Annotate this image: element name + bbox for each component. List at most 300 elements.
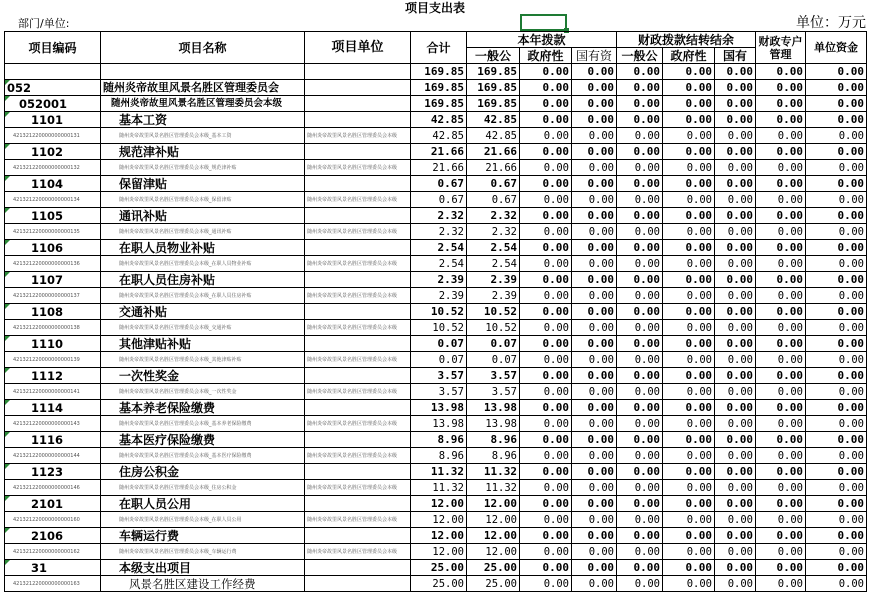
cell-amount[interactable]: 0.00: [715, 128, 756, 144]
cell-amount[interactable]: 0.00: [806, 480, 867, 496]
header-total[interactable]: 合计: [411, 32, 467, 64]
cell-unit[interactable]: 随州炎帝故里风景名胜区管理委员会本级: [305, 512, 411, 528]
cell-unit[interactable]: 随州炎帝故里风景名胜区管理委员会本级: [305, 384, 411, 400]
cell-amount[interactable]: 0.00: [617, 176, 663, 192]
cell-amount[interactable]: 0.00: [520, 384, 572, 400]
cell-code[interactable]: [5, 432, 101, 448]
cell-amount[interactable]: 0.00: [663, 416, 715, 432]
cell-amount[interactable]: 0.00: [715, 416, 756, 432]
header-carryover[interactable]: 财政拨款结转结余: [617, 32, 756, 48]
cell-amount[interactable]: 0.00: [715, 352, 756, 368]
header-general-budget[interactable]: 一般公: [467, 48, 520, 64]
cell-amount[interactable]: 0.00: [806, 224, 867, 240]
cell-name[interactable]: 随州炎帝故里风景名胜区管理委员会本级_在职人员公用: [101, 512, 305, 528]
cell-name[interactable]: 交通补贴: [101, 304, 305, 320]
cell-amount[interactable]: 0.00: [715, 464, 756, 480]
cell-amount[interactable]: 12.00: [467, 496, 520, 512]
header-unit-funds[interactable]: 单位资金: [806, 32, 867, 64]
cell-amount[interactable]: 12.00: [411, 544, 467, 560]
cell-amount[interactable]: 42.85: [411, 112, 467, 128]
cell-amount[interactable]: 0.00: [806, 432, 867, 448]
cell-amount[interactable]: 3.57: [467, 384, 520, 400]
cell-code[interactable]: 421321220000000000143: [5, 416, 101, 432]
cell-name[interactable]: 本级支出项目: [101, 560, 305, 576]
cell-amount[interactable]: 0.00: [756, 432, 806, 448]
cell-amount[interactable]: 0.00: [520, 400, 572, 416]
cell-code[interactable]: [5, 144, 101, 160]
cell-amount[interactable]: 0.00: [806, 144, 867, 160]
cell-amount[interactable]: 0.00: [520, 256, 572, 272]
cell-amount[interactable]: 0.00: [572, 368, 617, 384]
cell-amount[interactable]: 0.00: [520, 128, 572, 144]
cell-amount[interactable]: 0.00: [806, 112, 867, 128]
cell-amount[interactable]: 0.00: [663, 560, 715, 576]
cell-amount[interactable]: 0.00: [806, 496, 867, 512]
cell-code[interactable]: [5, 80, 101, 96]
cell-amount[interactable]: 0.00: [806, 240, 867, 256]
cell-amount[interactable]: 0.00: [572, 528, 617, 544]
cell-name[interactable]: 其他津贴补贴: [101, 336, 305, 352]
cell-amount[interactable]: 0.00: [572, 576, 617, 592]
cell-amount[interactable]: 0.00: [756, 480, 806, 496]
cell-amount[interactable]: 0.00: [572, 544, 617, 560]
cell-amount[interactable]: 0.00: [663, 144, 715, 160]
cell-amount[interactable]: 0.00: [663, 112, 715, 128]
cell-amount[interactable]: 0.00: [520, 176, 572, 192]
cell-amount[interactable]: 0.00: [520, 512, 572, 528]
cell-amount[interactable]: 0.00: [663, 128, 715, 144]
cell-amount[interactable]: 0.00: [617, 496, 663, 512]
cell-amount[interactable]: 0.00: [520, 560, 572, 576]
cell-amount[interactable]: 0.00: [756, 512, 806, 528]
cell-amount[interactable]: 10.52: [411, 320, 467, 336]
cell-amount[interactable]: 0.00: [520, 240, 572, 256]
cell-amount[interactable]: 0.00: [806, 128, 867, 144]
cell-amount[interactable]: 0.00: [617, 448, 663, 464]
cell-amount[interactable]: 0.00: [520, 64, 572, 80]
cell-amount[interactable]: 0.07: [411, 352, 467, 368]
cell-amount[interactable]: 0.00: [806, 288, 867, 304]
cell-amount[interactable]: 2.54: [467, 256, 520, 272]
cell-amount[interactable]: 0.00: [715, 384, 756, 400]
cell-amount[interactable]: 0.00: [806, 304, 867, 320]
cell-amount[interactable]: 3.57: [467, 368, 520, 384]
cell-amount[interactable]: 0.00: [715, 240, 756, 256]
cell-amount[interactable]: 0.00: [663, 400, 715, 416]
cell-name[interactable]: 通讯补贴: [101, 208, 305, 224]
header-name[interactable]: 项目名称: [101, 32, 305, 64]
cell-amount[interactable]: 0.00: [663, 576, 715, 592]
cell-amount[interactable]: 2.39: [467, 288, 520, 304]
cell-amount[interactable]: 0.00: [756, 496, 806, 512]
cell-amount[interactable]: 0.00: [756, 240, 806, 256]
cell-amount[interactable]: 2.54: [411, 240, 467, 256]
cell-amount[interactable]: 0.00: [806, 352, 867, 368]
cell-amount[interactable]: 0.00: [756, 448, 806, 464]
cell-amount[interactable]: 0.00: [520, 192, 572, 208]
cell-name[interactable]: 保留津贴: [101, 176, 305, 192]
cell-unit[interactable]: [305, 304, 411, 320]
cell-amount[interactable]: 0.00: [520, 208, 572, 224]
cell-amount[interactable]: 169.85: [411, 64, 467, 80]
cell-amount[interactable]: 0.00: [572, 160, 617, 176]
cell-name[interactable]: 风景名胜区建设工作经费: [101, 576, 305, 592]
cell-name[interactable]: 随州炎帝故里风景名胜区管理委员会本级_交通补贴: [101, 320, 305, 336]
header-code[interactable]: 项目编码: [5, 32, 101, 64]
cell-code[interactable]: 421321220000000000162: [5, 544, 101, 560]
cell-amount[interactable]: 0.00: [715, 160, 756, 176]
cell-amount[interactable]: 0.00: [756, 112, 806, 128]
cell-amount[interactable]: 0.00: [756, 64, 806, 80]
cell-amount[interactable]: 8.96: [467, 432, 520, 448]
cell-amount[interactable]: 0.00: [617, 96, 663, 112]
cell-amount[interactable]: 0.00: [617, 256, 663, 272]
cell-amount[interactable]: 0.00: [572, 512, 617, 528]
cell-unit[interactable]: [305, 112, 411, 128]
cell-amount[interactable]: 0.07: [467, 352, 520, 368]
cell-amount[interactable]: 0.00: [520, 368, 572, 384]
cell-amount[interactable]: 0.00: [572, 112, 617, 128]
cell-amount[interactable]: 0.00: [715, 496, 756, 512]
cell-amount[interactable]: 0.00: [756, 336, 806, 352]
cell-amount[interactable]: 11.32: [411, 480, 467, 496]
cell-name[interactable]: 基本医疗保险缴费: [101, 432, 305, 448]
cell-amount[interactable]: 0.00: [663, 384, 715, 400]
cell-amount[interactable]: 0.00: [663, 224, 715, 240]
cell-amount[interactable]: 0.00: [617, 192, 663, 208]
cell-amount[interactable]: 0.00: [572, 192, 617, 208]
cell-amount[interactable]: 0.00: [617, 80, 663, 96]
cell-amount[interactable]: 0.00: [756, 80, 806, 96]
cell-amount[interactable]: 21.66: [467, 160, 520, 176]
cell-name[interactable]: 随州炎帝故里风景名胜区管理委员会本级_车辆运行费: [101, 544, 305, 560]
cell-amount[interactable]: 2.32: [411, 208, 467, 224]
cell-amount[interactable]: 0.00: [663, 496, 715, 512]
cell-amount[interactable]: 0.00: [572, 128, 617, 144]
cell-amount[interactable]: 0.00: [617, 464, 663, 480]
cell-amount[interactable]: 0.00: [663, 160, 715, 176]
cell-amount[interactable]: 0.00: [520, 416, 572, 432]
cell-code[interactable]: 421321220000000000136: [5, 256, 101, 272]
cell-code[interactable]: [5, 560, 101, 576]
cell-amount[interactable]: 12.00: [467, 512, 520, 528]
cell-amount[interactable]: 0.00: [806, 576, 867, 592]
cell-amount[interactable]: 0.00: [756, 464, 806, 480]
cell-name[interactable]: 在职人员住房补贴: [101, 272, 305, 288]
cell-amount[interactable]: 0.00: [572, 400, 617, 416]
cell-amount[interactable]: 0.07: [411, 336, 467, 352]
cell-code[interactable]: [5, 240, 101, 256]
cell-amount[interactable]: 0.00: [617, 64, 663, 80]
cell-amount[interactable]: 0.00: [572, 416, 617, 432]
cell-amount[interactable]: 13.98: [411, 400, 467, 416]
cell-amount[interactable]: 21.66: [411, 160, 467, 176]
cell-name[interactable]: 住房公积金: [101, 464, 305, 480]
cell-amount[interactable]: 11.32: [467, 464, 520, 480]
cell-amount[interactable]: 8.96: [411, 448, 467, 464]
cell-amount[interactable]: 0.00: [715, 544, 756, 560]
cell-amount[interactable]: 0.00: [806, 512, 867, 528]
cell-name[interactable]: 随州炎帝故里风景名胜区管理委员会本级_保留津贴: [101, 192, 305, 208]
cell-amount[interactable]: 0.00: [806, 64, 867, 80]
cell-amount[interactable]: 25.00: [467, 560, 520, 576]
cell-amount[interactable]: 13.98: [467, 416, 520, 432]
cell-amount[interactable]: 0.00: [715, 272, 756, 288]
cell-code[interactable]: 421321220000000000160: [5, 512, 101, 528]
cell-amount[interactable]: 0.00: [572, 224, 617, 240]
cell-unit[interactable]: [305, 144, 411, 160]
cell-unit[interactable]: [305, 208, 411, 224]
cell-code[interactable]: [5, 64, 101, 80]
cell-unit[interactable]: [305, 496, 411, 512]
cell-amount[interactable]: 0.00: [520, 576, 572, 592]
cell-amount[interactable]: 0.00: [756, 544, 806, 560]
cell-unit[interactable]: 随州炎帝故里风景名胜区管理委员会本级: [305, 480, 411, 496]
cell-amount[interactable]: 0.00: [617, 544, 663, 560]
cell-unit[interactable]: [305, 528, 411, 544]
cell-amount[interactable]: 0.00: [806, 192, 867, 208]
cell-amount[interactable]: 0.00: [806, 416, 867, 432]
cell-amount[interactable]: 0.00: [756, 256, 806, 272]
cell-name[interactable]: 随州炎帝故里风景名胜区管理委员会本级_在职人员物业补贴: [101, 256, 305, 272]
cell-unit[interactable]: [305, 240, 411, 256]
cell-amount[interactable]: 0.00: [520, 320, 572, 336]
cell-name[interactable]: 随州炎帝故里风景名胜区管理委员会本级_基本工资: [101, 128, 305, 144]
cell-amount[interactable]: 0.00: [756, 304, 806, 320]
cell-amount[interactable]: 0.00: [617, 432, 663, 448]
cell-amount[interactable]: 2.32: [467, 224, 520, 240]
cell-amount[interactable]: 0.00: [756, 208, 806, 224]
cell-amount[interactable]: 12.00: [467, 528, 520, 544]
cell-amount[interactable]: 0.67: [467, 192, 520, 208]
cell-amount[interactable]: 2.39: [411, 288, 467, 304]
cell-unit[interactable]: [305, 80, 411, 96]
cell-amount[interactable]: 12.00: [411, 528, 467, 544]
cell-amount[interactable]: 0.00: [715, 336, 756, 352]
cell-name[interactable]: 随州炎帝故里风景名胜区管理委员会本级_在职人员住房补贴: [101, 288, 305, 304]
cell-code[interactable]: 421321220000000000163: [5, 576, 101, 592]
cell-amount[interactable]: 0.00: [663, 512, 715, 528]
header-carry-general[interactable]: 一般公: [617, 48, 663, 64]
cell-unit[interactable]: [305, 576, 411, 592]
cell-amount[interactable]: 0.00: [715, 224, 756, 240]
cell-amount[interactable]: 0.00: [756, 320, 806, 336]
cell-amount[interactable]: 0.00: [572, 96, 617, 112]
cell-amount[interactable]: 0.00: [663, 240, 715, 256]
cell-amount[interactable]: 0.00: [806, 448, 867, 464]
cell-amount[interactable]: 0.00: [572, 256, 617, 272]
cell-amount[interactable]: 0.00: [806, 272, 867, 288]
cell-amount[interactable]: 0.00: [520, 160, 572, 176]
cell-amount[interactable]: 0.00: [715, 96, 756, 112]
selected-cell[interactable]: [520, 14, 567, 31]
cell-unit[interactable]: 随州炎帝故里风景名胜区管理委员会本级: [305, 288, 411, 304]
cell-amount[interactable]: 0.00: [572, 288, 617, 304]
cell-amount[interactable]: 0.00: [756, 288, 806, 304]
cell-amount[interactable]: 169.85: [411, 96, 467, 112]
cell-amount[interactable]: 0.00: [663, 464, 715, 480]
cell-amount[interactable]: 0.67: [411, 176, 467, 192]
cell-amount[interactable]: 0.07: [467, 336, 520, 352]
cell-amount[interactable]: 21.66: [467, 144, 520, 160]
cell-amount[interactable]: 0.00: [663, 80, 715, 96]
cell-name[interactable]: 基本工资: [101, 112, 305, 128]
cell-amount[interactable]: 0.00: [572, 560, 617, 576]
cell-name[interactable]: 随州炎帝故里风景名胜区管理委员会本级_基本养老保险缴费: [101, 416, 305, 432]
cell-amount[interactable]: 0.00: [617, 272, 663, 288]
cell-amount[interactable]: 169.85: [467, 96, 520, 112]
cell-code[interactable]: 421321220000000000139: [5, 352, 101, 368]
cell-amount[interactable]: 12.00: [411, 512, 467, 528]
cell-amount[interactable]: 0.00: [572, 448, 617, 464]
cell-unit[interactable]: [305, 368, 411, 384]
cell-unit[interactable]: 随州炎帝故里风景名胜区管理委员会本级: [305, 448, 411, 464]
header-fiscal-special[interactable]: 财政专户管理: [756, 32, 806, 64]
cell-amount[interactable]: 0.00: [520, 448, 572, 464]
cell-name[interactable]: 随州炎帝故里风景名胜区管理委员会本级_通讯补贴: [101, 224, 305, 240]
cell-name[interactable]: 随州炎帝故里风景名胜区管理委员会本级_基本医疗保险缴费: [101, 448, 305, 464]
cell-name[interactable]: 随州炎帝故里风景名胜区管理委员会: [101, 80, 305, 96]
cell-code[interactable]: [5, 528, 101, 544]
cell-amount[interactable]: 0.00: [663, 64, 715, 80]
cell-amount[interactable]: 0.00: [617, 560, 663, 576]
cell-amount[interactable]: 0.00: [663, 256, 715, 272]
header-current-year[interactable]: 本年拨款: [467, 32, 617, 48]
cell-amount[interactable]: 0.00: [617, 400, 663, 416]
cell-amount[interactable]: 10.52: [467, 304, 520, 320]
cell-amount[interactable]: 13.98: [411, 416, 467, 432]
cell-name[interactable]: 一次性奖金: [101, 368, 305, 384]
cell-amount[interactable]: 0.00: [756, 160, 806, 176]
cell-code[interactable]: [5, 272, 101, 288]
cell-amount[interactable]: 8.96: [467, 448, 520, 464]
cell-amount[interactable]: 12.00: [411, 496, 467, 512]
cell-amount[interactable]: 25.00: [411, 560, 467, 576]
cell-amount[interactable]: 0.00: [715, 288, 756, 304]
cell-amount[interactable]: 0.00: [756, 528, 806, 544]
cell-amount[interactable]: 0.00: [806, 96, 867, 112]
header-unit[interactable]: 项目单位: [305, 32, 411, 64]
cell-amount[interactable]: 0.00: [520, 336, 572, 352]
cell-name[interactable]: [101, 64, 305, 80]
cell-unit[interactable]: 随州炎帝故里风景名胜区管理委员会本级: [305, 256, 411, 272]
cell-amount[interactable]: 3.57: [411, 368, 467, 384]
cell-amount[interactable]: 0.00: [663, 448, 715, 464]
cell-amount[interactable]: 0.00: [715, 400, 756, 416]
cell-name[interactable]: 车辆运行费: [101, 528, 305, 544]
cell-amount[interactable]: 0.00: [663, 528, 715, 544]
cell-amount[interactable]: 0.00: [806, 160, 867, 176]
cell-amount[interactable]: 0.00: [520, 496, 572, 512]
cell-unit[interactable]: 随州炎帝故里风景名胜区管理委员会本级: [305, 192, 411, 208]
cell-amount[interactable]: 42.85: [467, 128, 520, 144]
cell-amount[interactable]: 0.00: [572, 272, 617, 288]
cell-amount[interactable]: 2.39: [467, 272, 520, 288]
cell-amount[interactable]: 0.00: [756, 560, 806, 576]
cell-code[interactable]: [5, 304, 101, 320]
cell-amount[interactable]: 0.00: [617, 352, 663, 368]
cell-amount[interactable]: 11.32: [467, 480, 520, 496]
cell-amount[interactable]: 0.00: [806, 80, 867, 96]
cell-amount[interactable]: 21.66: [411, 144, 467, 160]
cell-amount[interactable]: 0.00: [572, 208, 617, 224]
cell-amount[interactable]: 0.00: [806, 400, 867, 416]
cell-code[interactable]: [5, 96, 101, 112]
cell-amount[interactable]: 0.67: [467, 176, 520, 192]
cell-code[interactable]: [5, 400, 101, 416]
cell-amount[interactable]: 0.00: [806, 384, 867, 400]
cell-amount[interactable]: 0.00: [715, 80, 756, 96]
cell-amount[interactable]: 0.00: [663, 192, 715, 208]
cell-amount[interactable]: 2.32: [467, 208, 520, 224]
cell-amount[interactable]: 0.00: [572, 384, 617, 400]
cell-amount[interactable]: 0.00: [663, 304, 715, 320]
cell-amount[interactable]: 2.54: [411, 256, 467, 272]
cell-unit[interactable]: 随州炎帝故里风景名胜区管理委员会本级: [305, 128, 411, 144]
cell-unit[interactable]: [305, 336, 411, 352]
cell-code[interactable]: [5, 112, 101, 128]
cell-amount[interactable]: 0.00: [715, 112, 756, 128]
cell-amount[interactable]: 0.00: [520, 432, 572, 448]
cell-amount[interactable]: 0.00: [715, 144, 756, 160]
cell-amount[interactable]: 0.00: [617, 480, 663, 496]
cell-amount[interactable]: 0.00: [520, 352, 572, 368]
cell-amount[interactable]: 0.00: [617, 320, 663, 336]
cell-amount[interactable]: 42.85: [411, 128, 467, 144]
cell-name[interactable]: 随州炎帝故里风景名胜区管理委员会本级: [101, 96, 305, 112]
cell-amount[interactable]: 0.00: [715, 448, 756, 464]
cell-code[interactable]: 421321220000000000137: [5, 288, 101, 304]
cell-amount[interactable]: 2.39: [411, 272, 467, 288]
cell-amount[interactable]: 0.00: [520, 288, 572, 304]
cell-code[interactable]: 421321220000000000131: [5, 128, 101, 144]
cell-amount[interactable]: 169.85: [467, 64, 520, 80]
cell-amount[interactable]: 0.00: [756, 352, 806, 368]
cell-amount[interactable]: 0.00: [715, 560, 756, 576]
cell-amount[interactable]: 0.00: [663, 96, 715, 112]
cell-code[interactable]: 421321220000000000132: [5, 160, 101, 176]
cell-amount[interactable]: 0.00: [663, 176, 715, 192]
cell-amount[interactable]: 0.00: [756, 368, 806, 384]
cell-amount[interactable]: 0.00: [715, 576, 756, 592]
cell-amount[interactable]: 0.00: [663, 368, 715, 384]
cell-amount[interactable]: 0.00: [520, 224, 572, 240]
cell-amount[interactable]: 0.00: [617, 576, 663, 592]
cell-amount[interactable]: 0.00: [806, 464, 867, 480]
cell-amount[interactable]: 0.00: [617, 128, 663, 144]
cell-amount[interactable]: 0.00: [572, 64, 617, 80]
cell-name[interactable]: 在职人员物业补贴: [101, 240, 305, 256]
cell-unit[interactable]: [305, 560, 411, 576]
cell-amount[interactable]: 42.85: [467, 112, 520, 128]
cell-unit[interactable]: [305, 176, 411, 192]
cell-amount[interactable]: 0.00: [715, 256, 756, 272]
cell-amount[interactable]: 0.00: [520, 528, 572, 544]
cell-amount[interactable]: 0.00: [806, 176, 867, 192]
cell-amount[interactable]: 0.00: [715, 320, 756, 336]
cell-amount[interactable]: 0.00: [756, 272, 806, 288]
header-carry-state[interactable]: 国有: [715, 48, 756, 64]
cell-amount[interactable]: 10.52: [411, 304, 467, 320]
cell-code[interactable]: 421321220000000000141: [5, 384, 101, 400]
cell-code[interactable]: [5, 464, 101, 480]
cell-name[interactable]: 基本养老保险缴费: [101, 400, 305, 416]
cell-name[interactable]: 随州炎帝故里风景名胜区管理委员会本级_住房公积金: [101, 480, 305, 496]
cell-unit[interactable]: [305, 272, 411, 288]
cell-amount[interactable]: 0.00: [663, 288, 715, 304]
cell-amount[interactable]: 0.00: [617, 368, 663, 384]
cell-amount[interactable]: 0.00: [756, 576, 806, 592]
